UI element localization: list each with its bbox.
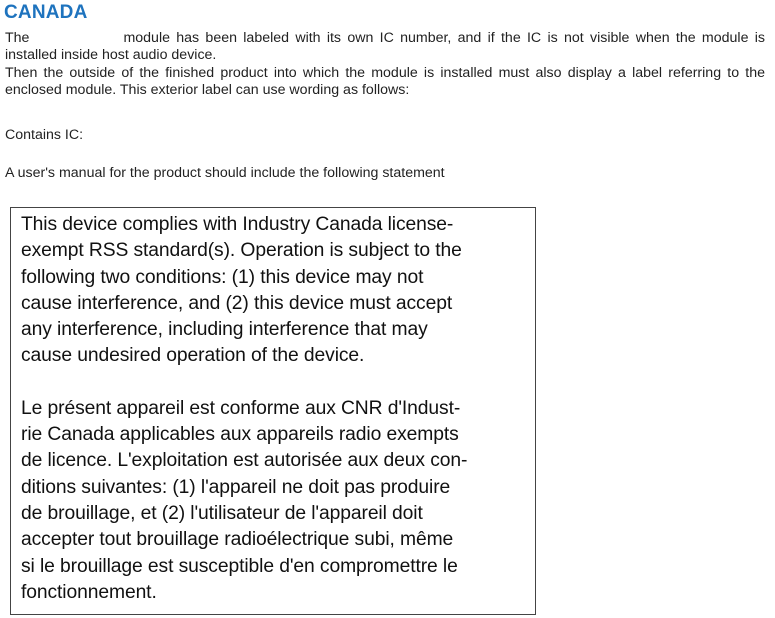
statement-line: rie Canada applicables aux appareils radio exempts: [21, 424, 459, 446]
statement-line: following two conditions: (1) this device may not: [21, 266, 424, 288]
paragraph-lead-word: The: [5, 30, 30, 46]
statement-line: any interference, including interference that may: [21, 319, 428, 341]
english-compliance-statement: [21, 212, 525, 370]
statement-line: cause undesired operation of the device.: [21, 345, 365, 367]
statement-line: accepter tout brouillage radioélectrique subi, même: [21, 529, 454, 551]
manual-statement-paragraph: A user's manual for the product should include the following statement: [5, 165, 445, 181]
statement-line: This device complies with Industry Canada license-: [21, 214, 454, 235]
statement-line: cause interference, and (2) this device must accept: [21, 292, 453, 314]
statement-line: ditions suivantes: (1) l'appareil ne doit pas produire: [21, 476, 451, 498]
section-heading: CANADA: [4, 2, 88, 23]
statement-line: de brouillage, et (2) l'utilisateur de l'appareil doit: [21, 502, 423, 524]
contains-ic-line: Contains IC:: [5, 127, 84, 143]
statement-line: de licence. L'exploitation est autorisée aux deux con-: [21, 450, 468, 472]
statement-line: Le présent appareil est conforme aux CNR d'Indust-: [21, 397, 461, 419]
statement-line: exempt RSS standard(s). Operation is subject to the: [21, 240, 462, 262]
exterior-label-paragraph: Then the outside of the finished product into which the module is installed must also display a label referring to the enclosed module. This exterior label can use wording as follows:: [5, 65, 765, 98]
module-label-paragraph: [5, 30, 765, 64]
french-compliance-statement: [21, 396, 525, 606]
paragraph-rest: module has been labeled with its own IC number, and if the IC is not visible when the module is installed inside host audio device.: [5, 30, 765, 63]
statement-line: si le brouillage est susceptible d'en compromettre le: [21, 555, 458, 577]
compliance-notice-box: [10, 207, 536, 615]
statement-line: fonctionnement.: [21, 581, 157, 603]
